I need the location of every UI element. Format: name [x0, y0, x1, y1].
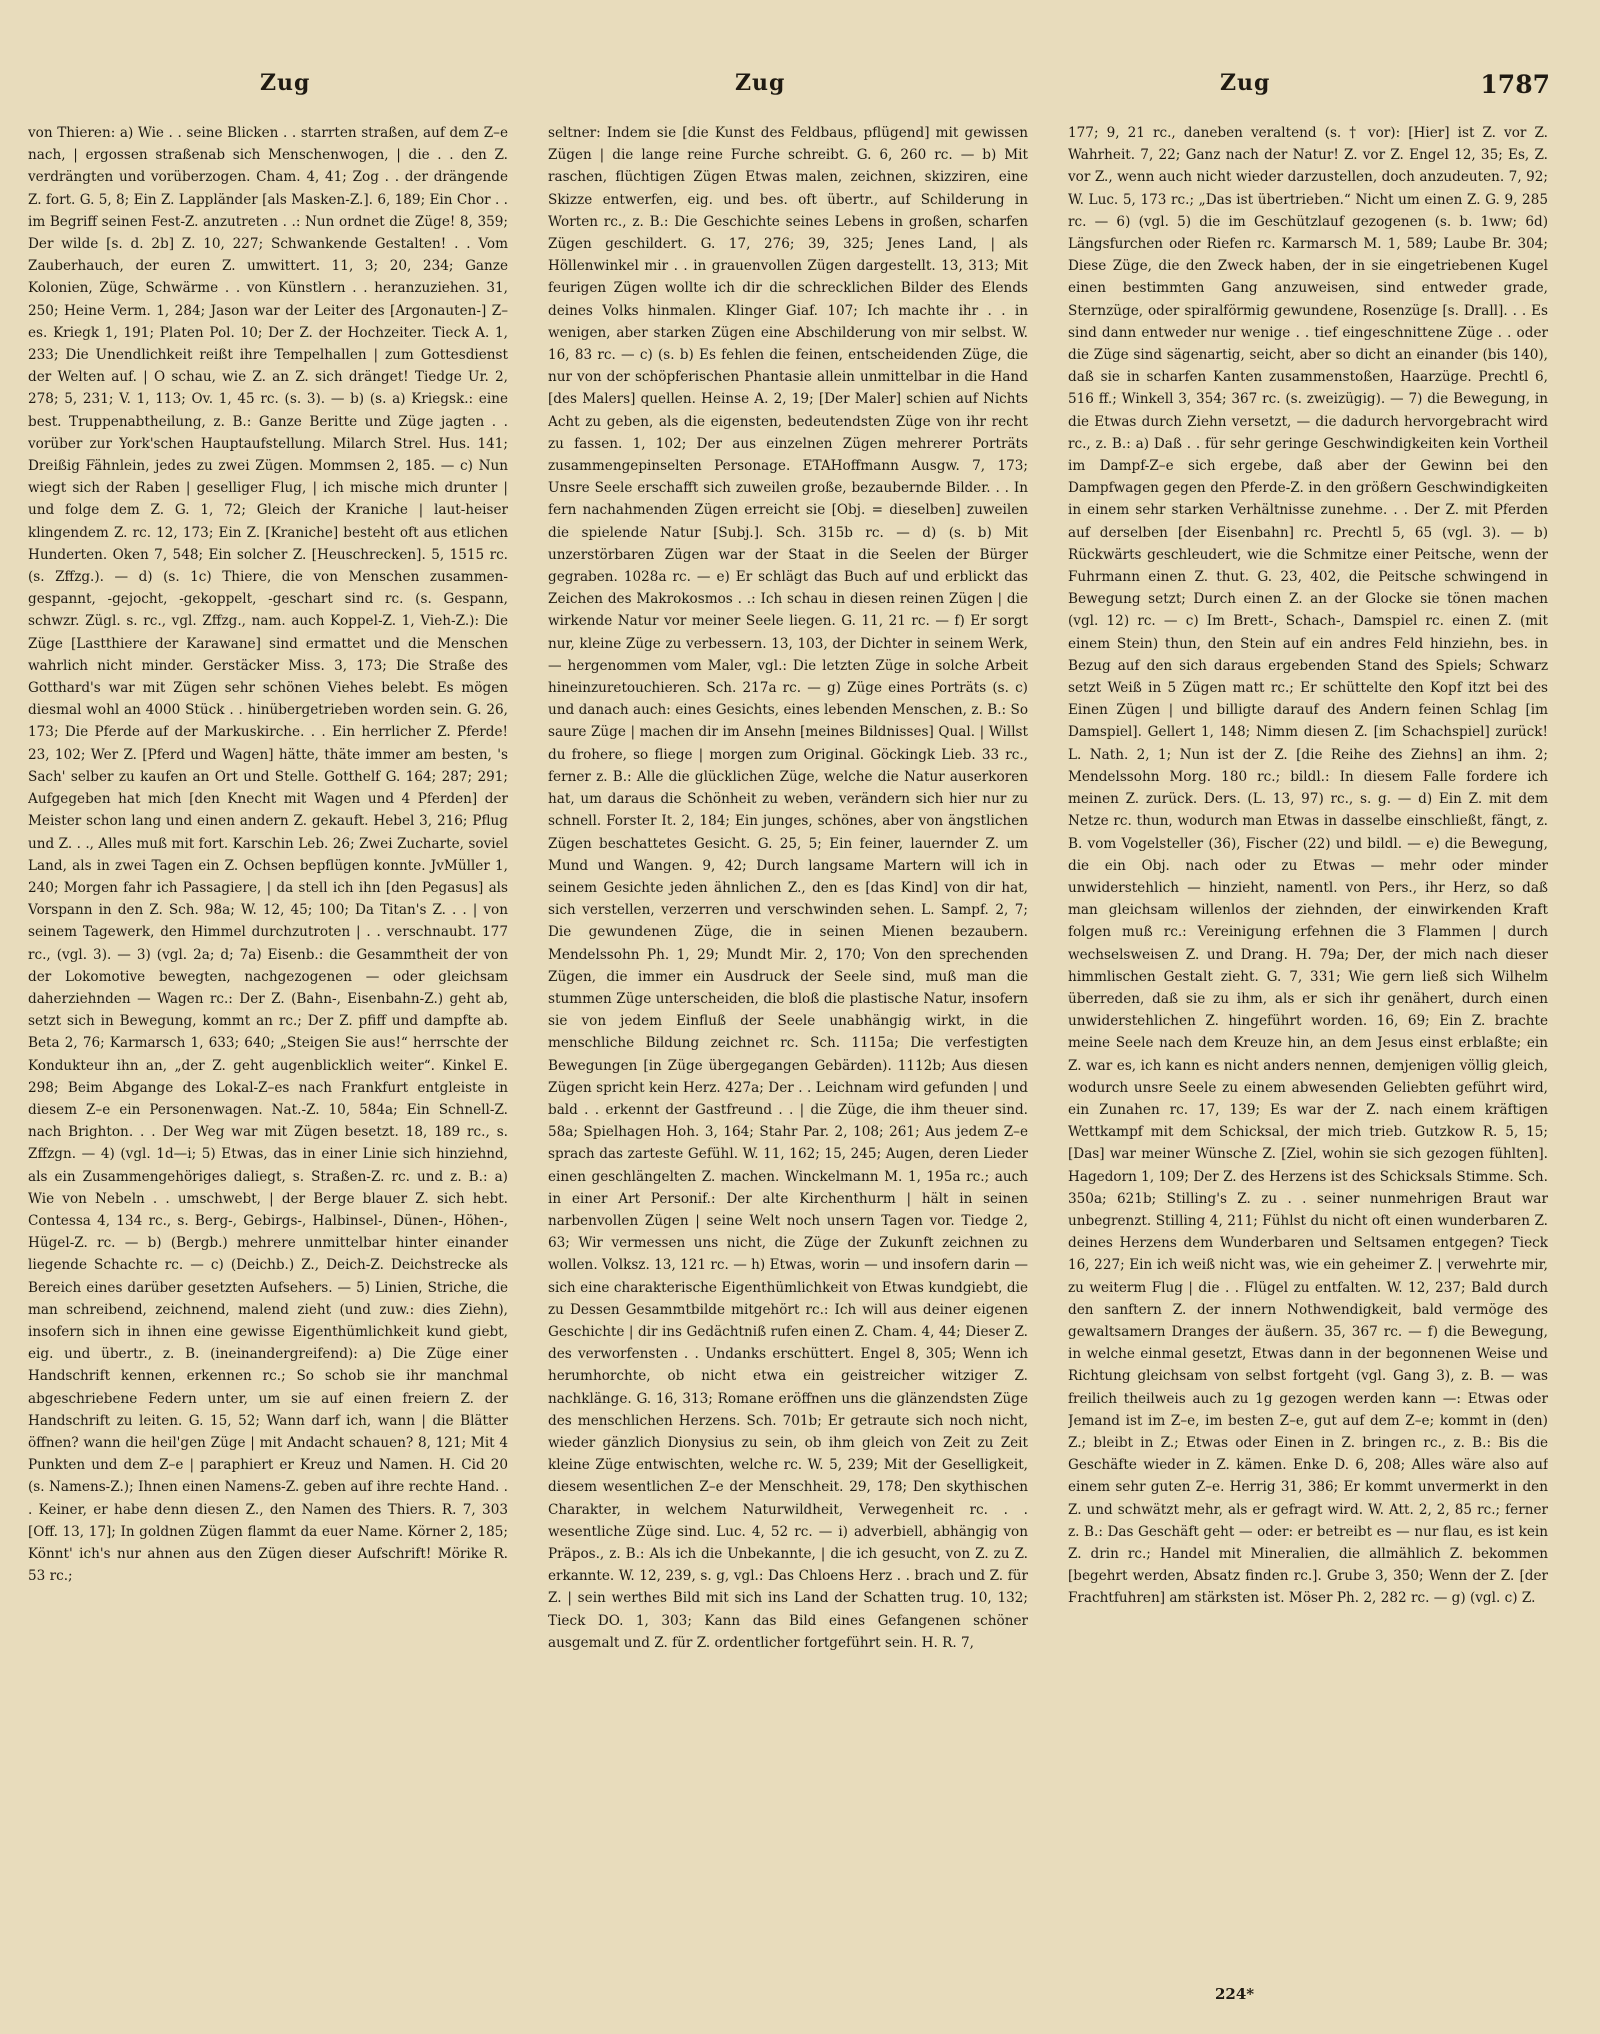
running-head-middle: Zug	[735, 70, 786, 96]
column-3-text: 177; 9, 21 rc., daneben veraltend (s. † vor): [Hier] ist Z. vor Z. Wahrheit. 7, 22; Ganz nach der Natur! Z. vor Z. Engel 12, 35; Es, Z. vor Z., wenn auch nicht wieder darzustellen, doch anzudeuten. 7, 92; W. Luc. 5, 173 rc.; „Das ist übertrieben.“ Nicht um einen Z. G. 9, 285 rc. — 6) (vgl. 5) die im Geschützlauf gezogenen (s. b. 1ww; 6d) Längsfurchen oder Riefen rc. Karmarsch M. 1, 589; Laube Br. 304; Diese Züge, die den Zweck haben, der in sie eingetriebenen Kugel einen bestimmten Gang anzuweisen, sind entweder grade, Sternzüge, oder spiralförmig gewundene, Rosenzüge [s. Drall]. . . Es sind dann entweder nur wenige . . tief eingeschnittene Züge . . oder die Züge sind sägenartig, seicht, aber so dicht an einander (bis 140), daß sie in scharfen Kanten zusammenstoßen, Haarzüge. Prechtl 6, 516 ff.; Winkell 3, 354; 367 rc. (s. zweizügig). — 7) die Bewegung, in die Etwas durch Ziehn versetzt, — die dadurch hervorgebracht wird rc., z. B.: a) Daß . . für sehr geringe Geschwindigkeiten kein Vortheil im Dampf-Z–e sich ergebe, daß aber der Gewinn bei den Dampfwagen gegen den Pferde-Z. in den größern Geschwindigkeiten in einem sehr starken Verhältnisse zunehme. . . Der Z. mit Pferden auf derselben [der Eisenbahn] rc. Prechtl 5, 65 (vgl. 3). — b) Rückwärts geschleudert, wie die Schmitze einer Peitsche, wenn der Fuhrmann einen Z. thut. G. 23, 402, die Peitsche schwingend in Bewegung setzt; Durch einen Z. an der Glocke sie tönen machen (vgl. 12) rc. — c) Im Brett-, Schach-, Damspiel rc. einen Z. (mit einem Stein) thun, den Stein auf ein andres Feld hinziehn, bes. in Bezug auf den sich daraus ergebenden Stand des Spiels; Schwarz setzt Weiß in 5 Zügen matt rc.; Er schüttelte den Kopf itzt bei des Einen Zügen | und billigte darauf des Andern feinen Schlag [im Damspiel]. Gellert 1, 148; Nimm diesen Z. [im Schachspiel] zurück! L. Nath. 2, 1; Nun ist der Z. [die Reihe des Ziehns] an ihm. 2; Mendelssohn Morg. 180 rc.; bildl.: In diesem Falle fordere ich meinen Z. zurück. Ders. (L. 13, 97) rc., s. g. — d) Ein Z. mit dem Netze rc. thun, wodurch man Etwas in dasselbe einschließt, fängt, z. B. vom Vogelsteller (36), Fischer (22) und bildl. — e) die Bewegung, die ein Obj. nach oder zu Etwas — mehr oder minder unwiderstehlich — hinzieht, namentl. von Pers., ihr Herz, so daß man gleichsam willenlos der ziehnden, der einwirkenden Kraft folgen muß rc.: Vereinigung erfehnen die 3 Flammen | durch wechselsweisen Z. und Drang. H. 79a; Der, der mich nach dieser himmlischen Gestalt zieht. G. 7, 331; Wie gern ließ sich Wilhelm überreden, daß sie zu ihm, als er sich ihr genähert, durch einen unwiderstehlichen Z. hingeführt worden. 16, 69; Ein Z. brachte meine Seele nach dem Kreuze hin, an dem Jesus einst erblaßte; ein Z. war es, ich kann es nicht anders nennen, demjenigen völlig gleich, wodurch unsre Seele zu einem abwesenden Geliebten geführt wird, ein Zunahen rc. 17, 139; Es war der Z. nach einem kräftigen Wettkampf mit dem Schicksal, der mich trieb. Gutzkow R. 5, 15; [Das] war meiner Wünsche Z. [Ziel, wohin sie sich gezogen fühlten]. Hagedorn 1, 109; Der Z. des Herzens ist des Schicksals Stimme. Sch. 350a; 621b; Stilling's Z. zu . . seiner nunmehrigen Braut war unbegrenzt. Stilling 4, 211; Fühlst du nicht oft einen wunderbaren Z. deines Herzens dem Wunderbaren und Seltsamen entgegen? Tieck 16, 227; Ein ich weiß nicht was, wie ein geheimer Z. | verwehrte mir, zu weiterm Flug | die . . Flügel zu entfalten. W. 12, 237; Bald durch den sanftern Z. der innern Nothwendigkeit, bald vermöge des gewaltsamern Dranges der äußern. 35, 367 rc. — f) die Bewegung, in welche einmal gesetzt, Etwas dann in der begonnenen Weise und Richtung gleichsam von selbst fortgeht (vgl. Gang 3), z. B. — was freilich theilweis auch zu 1g gezogen werden kann —: Etwas oder Jemand ist im Z–e, im besten Z–e, gut auf dem Z–e; kommt in (den) Z.; bleibt in Z.; Etwas oder Einen in Z. bringen rc., z. B.: Bis die Geschäfte wieder in Z. kämen. Enke D. 6, 208; Alles wäre also auf einem sehr guten Z–e. Herrig 31, 386; Er kommt unvermerkt in den Z. und schwätzt mehr, als er gefragt wird. W. Att. 2, 2, 85 rc.; ferner z. B.: Das Geschäft geht — oder: er betreibt es — nur flau, es ist kein Z. drin rc.; Handel mit Mineralien, die allmählich Z. bekommen [begehrt werden, Absatz finden rc.]. Grube 3, 350; Wenn der Z. [der Frachtfuhren] am stärksten ist. Möser Ph. 2, 282 rc. — g) (vgl. c) Z.	[1068, 125, 1548, 1607]
column-2-text: seltner: Indem sie [die Kunst des Feldbaus, pflügend] mit gewissen Zügen | die lange reine Furche schreibt. G. 6, 260 rc. — b) Mit raschen, flüchtigen Zügen Etwas malen, zeichnen, skizziren, eine Skizze entwerfen, eig. und bes. oft übertr., auf Schilderung in Worten rc., z. B.: Die Geschichte seines Lebens in großen, scharfen Zügen geschildert. G. 17, 276; 39, 325; Jenes Land, | als Höllenwinkel mir . . in grauenvollen Zügen dargestellt. 13, 313; Mit feurigen Zügen wollte ich dir die schrecklichen Bilder des Elends deines Volks hinmalen. Klinger Giaf. 107; Ich machte ihr . . in wenigen, aber starken Zügen eine Abschilderung von mir selbst. W. 16, 83 rc. — c) (s. b) Es fehlen die feinen, entscheidenden Züge, die nur von der schöpferischen Phantasie allein unmittelbar in die Hand [des Malers] quellen. Heinse A. 2, 19; [Der Maler] schien auf Nichts Acht zu geben, als die eigensten, bedeutendsten Züge von ihr recht zu fassen. 1, 102; Der aus einzelnen Zügen mehrerer Porträts zusammengepinselten Personage. ETAHoffmann Ausgw. 7, 173; Unsre Seele erschafft sich zuweilen große, bezaubernde Bilder. . . In fern nachahmenden Zügen erreicht sie [Obj. = dieselben] zuweilen die spielende Natur [Subj.]. Sch. 315b rc. — d) (s. b) Mit unzerstörbaren Zügen war der Staat in die Seelen der Bürger gegraben. 1028a rc. — e) Er schlägt das Buch auf und erblickt das Zeichen des Makrokosmos . .: Ich schau in diesen reinen Zügen | die wirkende Natur vor meiner Seele liegen. G. 11, 21 rc. — f) Er sorgt nur, kleine Züge zu verbessern. 13, 103, der Dichter in seinem Werk, — hergenommen vom Maler, vgl.: Die letzten Züge in solche Arbeit hineinzuretouchieren. Sch. 217a rc. — g) Züge eines Porträts (s. c) und danach auch: eines Gesichts, eines lebenden Menschen, z. B.: So saure Züge | machen dir im Ansehn [meines Bildnisses] Qual. | Willst du frohere, so fliege | morgen zum Original. Göckingk Lieb. 33 rc., ferner z. B.: Alle die glücklichen Züge, welche die Natur auserkoren hat, um daraus die Schönheit zu weben, verändern sich hier nur zu schnell. Forster It. 2, 184; Ein junges, schönes, aber von ängstlichen Zügen beschattetes Gesicht. G. 25, 5; Ein feiner, lauernder Z. um Mund und Wangen. 9, 42; Durch langsame Martern will ich in seinem Gesichte jeden ähnlichen Z., den es [das Kind] von dir hat, sich verstellen, verzerren und verschwinden sehen. L. Sampf. 2, 7; Die gewundenen Züge, die in seinen Mienen bezaubern. Mendelssohn Ph. 1, 29; Mundt Mir. 2, 170; Von den sprechenden Zügen, die immer ein Ausdruck der Seele sind, muß man die stummen Züge unterscheiden, die bloß die plastische Natur, insofern sie von jedem Einfluß der Seele unabhängig wirkt, in die menschliche Bildung zeichnet rc. Sch. 1115a; Die verfestigten Bewegungen [in Züge übergegangen Gebärden). 1112b; Aus diesen Zügen spricht kein Herz. 427a; Der . . Leichnam wird gefunden | und bald . . erkennt der Gastfreund . . | die Züge, die ihm theuer sind. 58a; Spielhagen Hoh. 3, 164; Stahr Par. 2, 108; 261; Aus jedem Z–e sprach das zarteste Gefühl. W. 11, 162; 15, 245; Augen, deren Lieder einen geschlängelten Z. machen. Winckelmann M. 1, 195a rc.; auch in einer Art Personif.: Der alte Kirchenthurm | hält in seinen narbenvollen Zügen | seine Welt noch unsern Tagen vor. Tiedge 2, 63; Wir vermessen uns nicht, die Züge der Zukunft zeichnen zu wollen. Volksz. 13, 121 rc. — h) Etwas, worin — und insofern darin — sich eine charakterische Eigenthümlichkeit von Etwas kundgiebt, die zu Dessen Gesammtbilde mitgehört rc.: Ich will aus deiner eigenen Geschichte | dir ins Gedächtniß rufen einen Z. Cham. 4, 44; Dieser Z. des verworfensten . . Undanks erschüttert. Engel 8, 305; Wenn ich herumhorchte, ob nicht etwa ein geistreicher witziger Z. nachklänge. G. 16, 313; Romane eröffnen uns die glänzendsten Züge des menschlichen Herzens. Sch. 701b; Er getraute sich noch nicht, wieder gänzlich Dionysius zu sein, ob ihm gleich von Zeit zu Zeit kleine Züge entwischten, welche rc. W. 5, 239; Mit der Geselligkeit, diesem wesentlichen Z–e der Menschheit. 29, 178; Den skythischen Charakter, in welchem Naturwildheit, Verwegenheit rc. . . wesentliche Züge sind. Luc. 4, 52 rc. — i) adverbiell, abhängig von Präpos., z. B.: Als ich die Unbekannte, | die ich gesucht, von Z. zu Z. erkannte. W. 12, 239, s. g, vgl.: Das Chloens Herz . . brach und Z. für Z. | sein werthes Bild mit sich ins Land der Schatten trug. 10, 132; Tieck DO. 1, 303; Kann das Bild eines Gefangenen schöner ausgemalt und Z. für Z. ordentlicher fortgeführt sein. H. R. 7,	[548, 125, 1028, 1651]
text-column-3	[1068, 122, 1548, 1972]
sheet-signature: 224*	[1215, 1985, 1255, 2003]
running-head-left: Zug	[260, 70, 311, 96]
column-1-text: von Thieren: a) Wie . . seine Blicken . . starrten straßen, auf dem Z–e nach, | ergossen straßenab sich Menschenwogen, | die . . den Z. verdrängten und vorüberzogen. Cham. 4, 41; Zog . . der drängende Z. fort. G. 5, 8; Ein Z. Lappländer [als Masken-Z.]. 6, 189; Ein Chor . . im Begriff seinen Fest-Z. anzutreten . .: Nun ordnet die Züge! 8, 359; Der wilde [s. d. 2b] Z. 10, 227; Schwankende Gestalten! . . Vom Zauberhauch, der euren Z. umwittert. 11, 3; 20, 234; Ganze Kolonien, Züge, Schwärme . . von Künstlern . . heranzuziehen. 31, 250; Heine Verm. 1, 284; Jason war der Leiter des [Argonauten-] Z–es. Kriegk 1, 191; Platen Pol. 10; Der Z. der Hochzeiter. Tieck A. 1, 233; Die Unendlichkeit reißt ihre Tempelhallen | zum Gottesdienst der Welten auf. | O schau, wie Z. an Z. sich dränget! Tiedge Ur. 2, 278; 5, 231; V. 1, 113; Ov. 1, 45 rc. (s. 3). — b) (s. a) Kriegsk.: eine best. Truppenabtheilung, z. B.: Ganze Beritte und Züge jagten . . vorüber zur York'schen Hauptaufstellung. Milarch Strel. Hus. 141; Dreißig Fähnlein, jedes zu zwei Zügen. Mommsen 2, 185. — c) Nun wiegt sich der Raben | geselliger Flug, | ich mische mich drunter | und folge dem Z. G. 1, 72; Gleich der Kraniche | laut-heiser klingendem Z. rc. 12, 173; Ein Z. [Kraniche] besteht oft aus etlichen Hunderten. Oken 7, 548; Ein solcher Z. [Heuschrecken]. 5, 1515 rc. (s. Zffzg.). — d) (s. 1c) Thiere, die von Menschen zusammen-gespannt, -gejocht, -gekoppelt, -geschart sind rc. (s. Gespann, schwzr. Zügl. s. rc., vgl. Zffzg., nam. auch Koppel-Z. 1, Vieh-Z.): Die Züge [Lastthiere der Karawane] sind ermattet und die Menschen wahrlich nicht minder. Gerstäcker Miss. 3, 173; Die Straße des Gotthard's war mit Zügen sehr schönen Viehes belebt. Es mögen diesmal wohl an 4000 Stück . . hinübergetrieben worden sein. G. 26, 173; Die Pferde auf der Markuskirche. . . Ein herrlicher Z. Pferde! 23, 102; Wer Z. [Pferd und Wagen] hätte, thäte immer am besten, 's Sach' selber zu kaufen an Ort und Stelle. Gotthelf G. 164; 287; 291; Aufgegeben hat mich [den Knecht mit Wagen und 4 Pferden] der Meister schon lang und einen andern Z. gekauft. Hebel 3, 216; Pflug und Z. . ., Alles muß mit fort. Karschin Leb. 26; Zwei Zucharte, soviel Land, als in zwei Tagen ein Z. Ochsen bepflügen konnte. JvMüller 1, 240; Morgen fahr ich Passagiere, | da stell ich ihn [den Pegasus] als Vorspann in den Z. Sch. 98a; W. 12, 45; 100; Da Titan's Z. . . | von seinem Tagewerk, den Himmel durchzutroten | . . verschnaubt. 177 rc., (vgl. 3). — 3) (vgl. 2a; d; 7a) Eisenb.: die Gesammtheit der von der Lokomotive bewegten, nachgezogenen — oder gleichsam daherziehnden — Wagen rc.: Der Z. (Bahn-, Eisenbahn-Z.) geht ab, setzt sich in Bewegung, kommt an rc.; Der Z. pfiff und dampfte ab. Beta 2, 76; Karmarsch 1, 633; 640; „Steigen Sie aus!“ herrschte der Kondukteur ihn an, „der Z. geht augenblicklich weiter“. Kinkel E. 298; Beim Abgange des Lokal-Z–es nach Frankfurt entgleiste in diesem Z–e ein Personenwagen. Nat.-Z. 10, 584a; Ein Schnell-Z. nach Brighton. . . Der Weg war mit Zügen besetzt. 18, 189 rc., s. Zffzgn. — 4) (vgl. 1d—i; 5) Etwas, das in einer Linie sich hinziehnd, als ein Zusammengehöriges daliegt, s. Straßen-Z. rc. und z. B.: a) Wie von Nebeln . . umschwebt, | der Berge blauer Z. sich hebt. Contessa 4, 134 rc., s. Berg-, Gebirgs-, Halbinsel-, Dünen-, Höhen-, Hügel-Z. rc. — b) (Bergb.) mehrere unmittelbar hinter einander liegende Schachte rc. — c) (Deichb.) Z., Deich-Z. Deichstrecke als Bereich eines darüber gesetzten Aufsehers. — 5) Linien, Striche, die man schreibend, zeichnend, malend zieht (und zuw.: dies Ziehn), insofern sich in ihnen eine gewisse Eigenthümlichkeit kund giebt, eig. und übertr., z. B. (ineinandergreifend): a) Die Züge einer Handschrift kennen, erkennen rc.; So schob sie ihr manchmal abgeschriebene Federn unter, um sie auf einen freiern Z. der Handschrift zu leiten. G. 15, 52; Wann darf ich, wann | die Blätter öffnen? wann die heil'gen Züge | mit Andacht schauen? 8, 121; Mit 4 Punkten und dem Z–e | paraphiert er Kreuz und Namen. H. Cid 20 (s. Namens-Z.); Ihnen einen Namens-Z. geben auf ihre rechte Hand. . . Keiner, er habe denn diesen Z., den Namen des Thiers. R. 7, 303 [Off. 13, 17]; In goldnen Zügen flammt da euer Name. Körner 2, 185; Könnt' ich's nur ahnen aus den Zügen dieser Aufschrift! Mörike R. 53 rc.;	[28, 125, 508, 1585]
running-head-right: Zug	[1220, 70, 1271, 96]
text-column-2	[548, 122, 1028, 1972]
text-column-1	[28, 122, 508, 1972]
page-number: 1787	[1480, 70, 1550, 99]
